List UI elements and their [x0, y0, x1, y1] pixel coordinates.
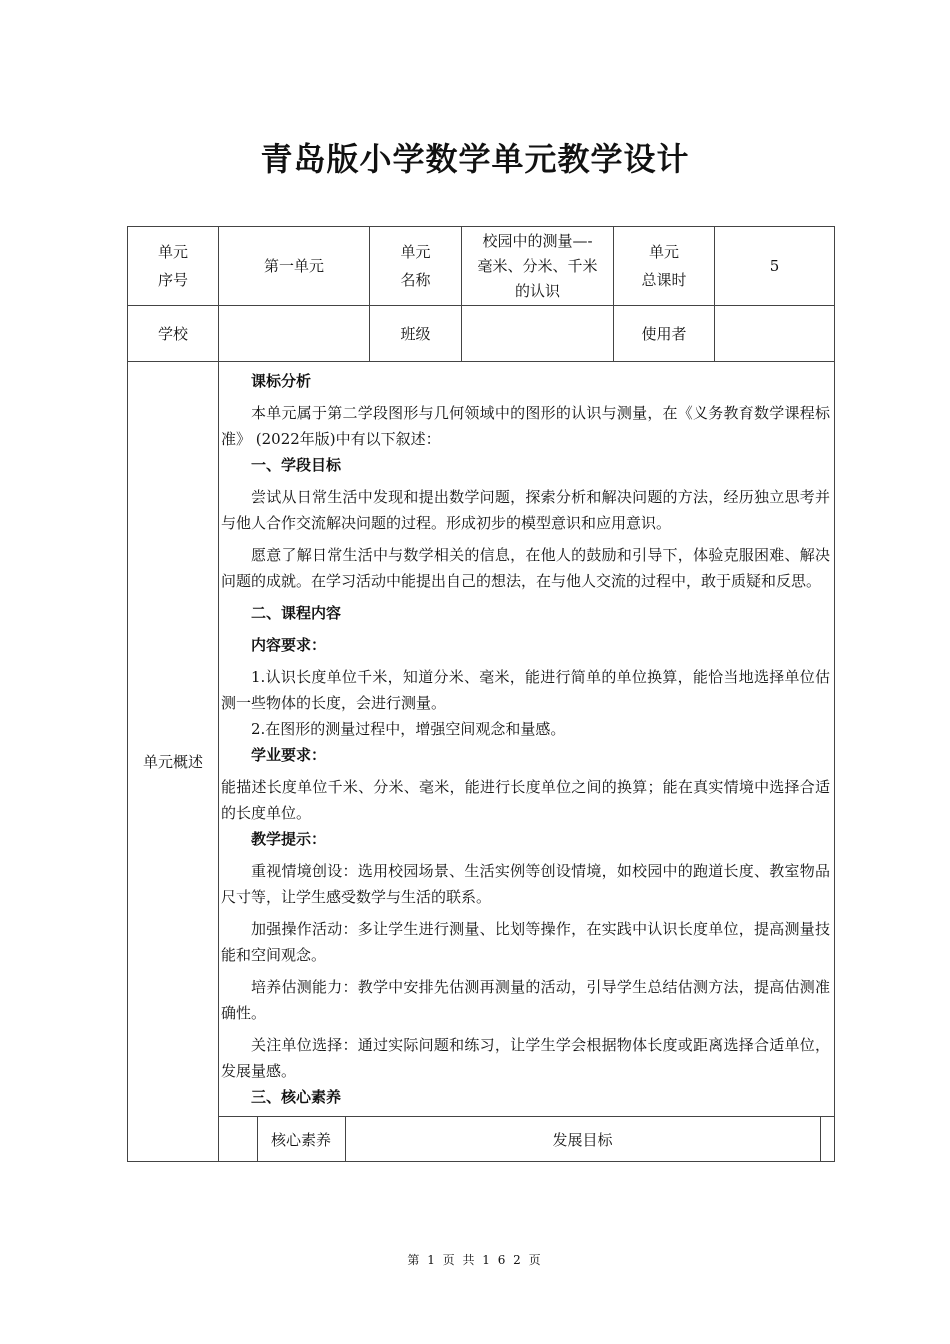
- content-requirement-1: 1.认识长度单位千米，知道分米、毫米，能进行简单的单位换算，能恰当地选择单位估测一些物体的长度，会进行测量。: [221, 668, 830, 712]
- unit-no-value: 第一单元: [219, 227, 370, 306]
- class-label: 班级: [370, 306, 462, 362]
- section1-paragraph1: 尝试从日常生活中发现和提出数学问题，探索分析和解决问题的方法，经历独立思考并与他人合作交流解决问题的过程。形成初步的模型意识和应用意识。: [221, 488, 830, 532]
- unit-name-line1: 校园中的测量—-: [482, 231, 593, 250]
- teaching-tip-2: 加强操作活动：多让学生进行测量、比划等操作，在实践中认识长度单位，提高测量技能和空间观念。: [221, 920, 830, 964]
- section3-title: 三、核心素养: [251, 1088, 342, 1106]
- page-footer: 第 1 页 共 1 6 2 页: [407, 1253, 543, 1267]
- unit-no-label-line2: 序号: [157, 271, 188, 289]
- teaching-tip-1: 重视情境创设：选用校园场景、生活实例等创设情境，如校园中的跑道长度、教室物品尺寸等，让学生感受数学与生活的联系。: [221, 862, 830, 906]
- core-blank-cell-end: [820, 1117, 834, 1162]
- unit-name-value: [462, 227, 614, 306]
- school-value: [219, 306, 370, 362]
- table-row-header: [128, 227, 835, 306]
- overview-content: [219, 362, 835, 1162]
- total-hours-value: 5: [715, 227, 835, 306]
- teaching-tip-3: 培养估测能力：教学中安排先估测再测量的活动，引导学生总结估测方法，提高估测准确性。: [221, 978, 830, 1022]
- table-row-overview: [128, 362, 835, 1162]
- content-requirement-2: 2.在图形的测量过程中，增强空间观念和量感。: [251, 720, 566, 738]
- unit-name-label-line2: 名称: [400, 271, 431, 289]
- page-title: 青岛版小学数学单元教学设计: [260, 140, 690, 178]
- core-blank-cell: [219, 1117, 257, 1162]
- school-label: 学校: [128, 306, 219, 362]
- table-row-school: [128, 306, 835, 362]
- class-value: [462, 306, 614, 362]
- unit-name-line2: 毫米、分米、千米: [477, 256, 598, 275]
- core-literacy-table: [219, 1116, 834, 1161]
- overview-label: 单元概述: [128, 362, 219, 1162]
- academic-requirements-title: 学业要求：: [251, 746, 327, 764]
- section1-paragraph2: 愿意了解日常生活中与数学相关的信息，在他人的鼓励和引导下，体验克服困难、解决问题的成就。在学习活动中能提出自己的想法，在与他人交流的过程中，敢于质疑和反思。: [221, 546, 830, 590]
- core-literacy-header: 核心素养: [257, 1117, 345, 1162]
- intro-paragraph: 本单元属于第二学段图形与几何领域中的图形的认识与测量，在《义务教育数学课程标准》 (2022年版)中有以下叙述：: [221, 404, 830, 448]
- heading-analysis: 课标分析: [251, 372, 312, 390]
- unit-name-label-line1: 单元: [400, 243, 431, 261]
- user-value: [715, 306, 835, 362]
- core-literacy-header-row: [219, 1117, 834, 1162]
- academic-requirements: 能描述长度单位千米、分米、毫米，能进行长度单位之间的换算；能在真实情境中选择合适的长度单位。: [221, 778, 830, 822]
- unit-name-line3: 的认识: [514, 281, 560, 300]
- content-requirements-title: 内容要求：: [251, 636, 327, 654]
- total-hours-label: [614, 227, 715, 306]
- unit-name-label: [370, 227, 462, 306]
- development-goal-header: 发展目标: [345, 1117, 820, 1162]
- teaching-tips-title: 教学提示：: [251, 830, 327, 848]
- unit-no-label: [128, 227, 219, 306]
- teaching-tip-4: 关注单位选择：通过实际问题和练习，让学生学会根据物体长度或距离选择合适单位，发展量感。: [221, 1036, 830, 1080]
- unit-design-table: [127, 226, 835, 1162]
- section1-title: 一、学段目标: [251, 456, 342, 474]
- unit-no-label-line1: 单元: [157, 243, 188, 261]
- total-hours-label-line1: 单元: [648, 243, 679, 261]
- section2-title: 二、课程内容: [251, 604, 342, 622]
- total-hours-label-line2: 总课时: [641, 271, 687, 289]
- user-label: 使用者: [614, 306, 715, 362]
